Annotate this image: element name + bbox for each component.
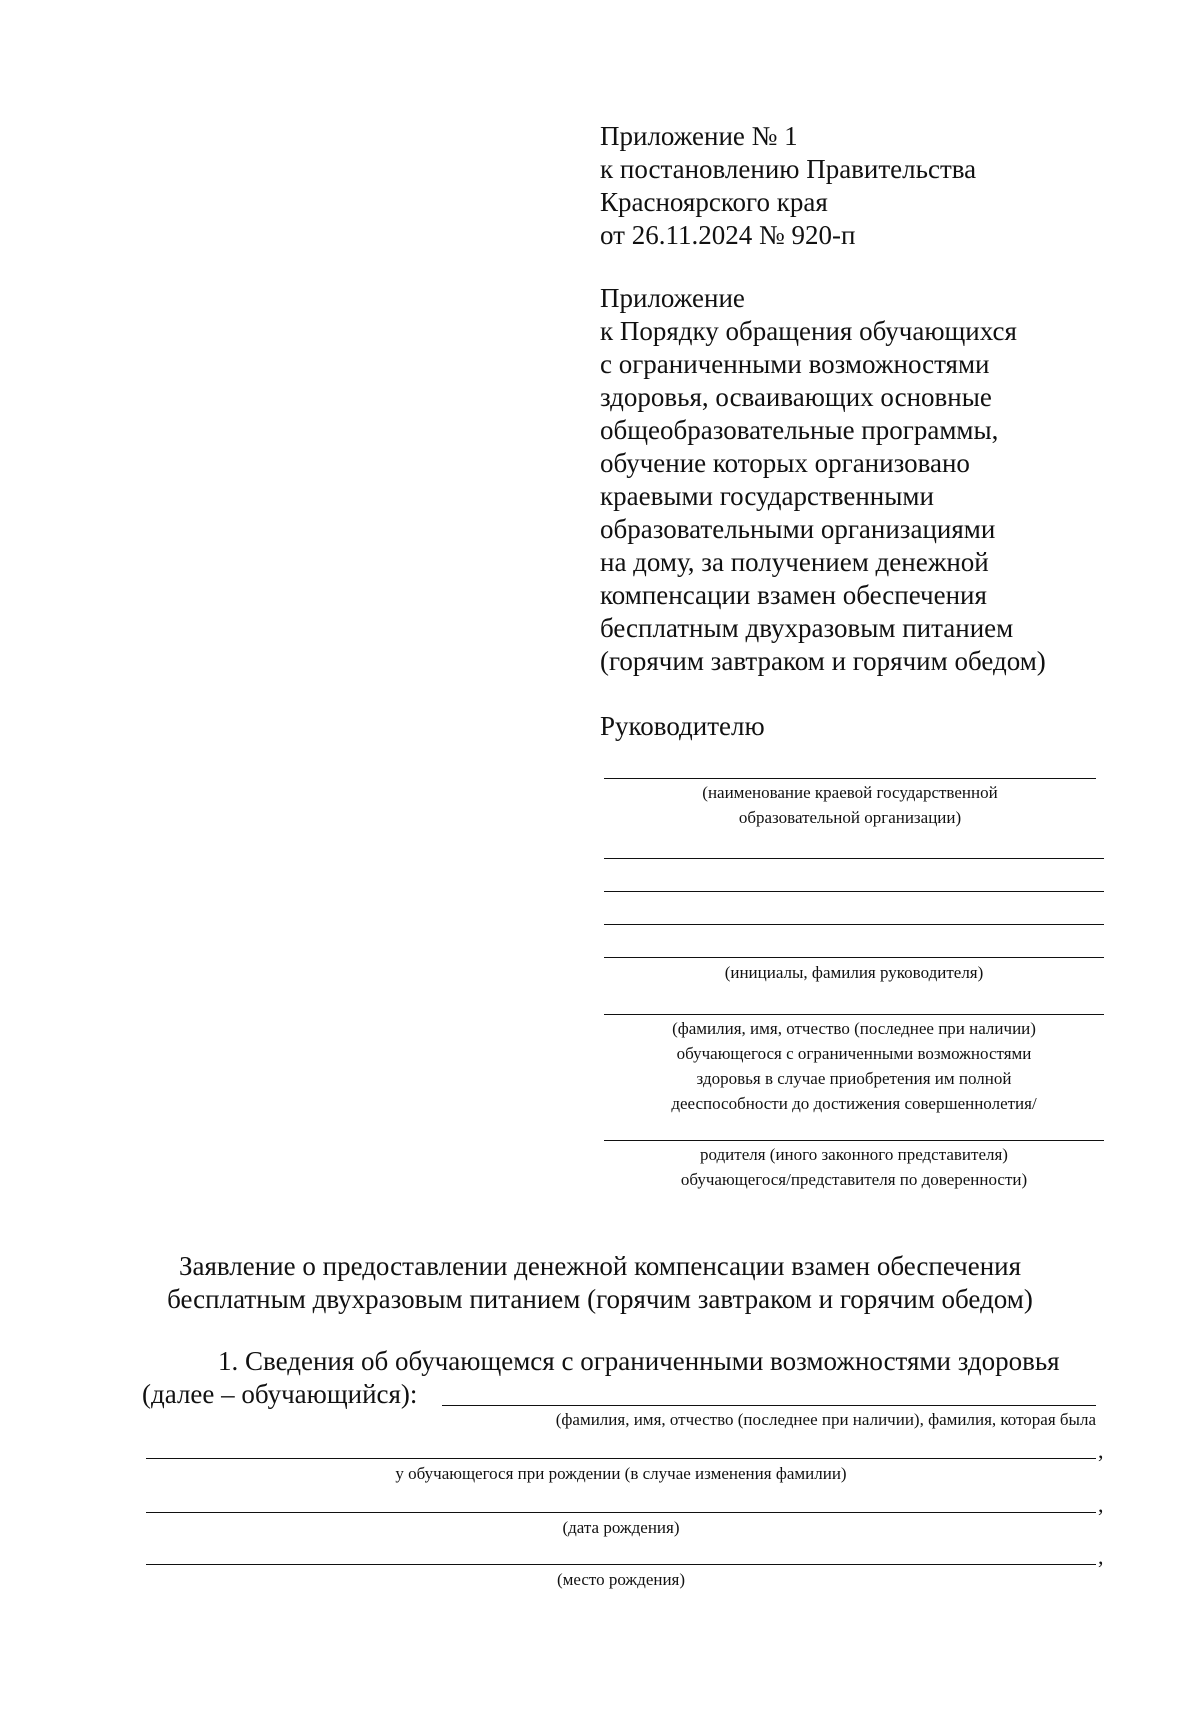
applicant-caption: (фамилия, имя, отчество (последнее при наличии) xyxy=(672,1019,1036,1038)
appendix-2-line: общеобразовательные программы, xyxy=(600,415,999,445)
birth-place-caption: (место рождения) xyxy=(556,1570,686,1589)
field-comma: , xyxy=(1098,1492,1104,1517)
birth-surname-caption: у обучающегося при рождении (в случае изменения фамилии) xyxy=(395,1464,847,1483)
appendix-1-line: Приложение № 1 xyxy=(600,121,798,151)
head-caption: (инициалы, фамилия руководителя) xyxy=(724,963,984,982)
appendix-2-line: образовательными организациями xyxy=(600,514,996,544)
birth-surname-field-line[interactable] xyxy=(146,1458,1096,1459)
addressee-title: Руководителю xyxy=(600,711,765,741)
appendix-2-line: Приложение xyxy=(600,283,745,313)
section-1-heading: (далее – обучающийся): xyxy=(142,1379,418,1409)
appendix-1-line: от 26.11.2024 № 920-п xyxy=(600,220,856,250)
statement-title: Заявление о предоставлении денежной компенсации взамен обеспечения xyxy=(178,1251,1022,1281)
student-fio-field-line[interactable] xyxy=(442,1405,1096,1406)
head-field-line[interactable] xyxy=(604,858,1104,859)
org-name-caption: (наименование краевой государственной xyxy=(702,783,998,802)
applicant-caption: здоровья в случае приобретения им полной xyxy=(696,1069,1012,1088)
appendix-2-line: на дому, за получением денежной xyxy=(600,547,989,577)
parent-field-line[interactable] xyxy=(604,1140,1104,1141)
birth-date-caption: (дата рождения) xyxy=(562,1518,680,1537)
field-comma: , xyxy=(1098,1438,1104,1463)
birth-date-field-line[interactable] xyxy=(146,1512,1096,1513)
applicant-field-line[interactable] xyxy=(604,1014,1104,1015)
parent-caption: родителя (иного законного представителя) xyxy=(700,1145,1008,1164)
appendix-2-line: здоровья, осваивающих основные xyxy=(600,382,992,412)
head-field-line[interactable] xyxy=(604,924,1104,925)
appendix-2-line: (горячим завтраком и горячим обедом) xyxy=(600,646,1046,676)
birth-place-field-line[interactable] xyxy=(146,1564,1096,1565)
applicant-caption: дееспособности до достижения совершеннолетия/ xyxy=(671,1094,1037,1113)
appendix-2-line: к Порядку обращения обучающихся xyxy=(600,316,1017,346)
applicant-caption: обучающегося с ограниченными возможностями xyxy=(676,1044,1032,1063)
appendix-1-line: к постановлению Правительства xyxy=(600,154,977,184)
org-name-caption: образовательной организации) xyxy=(738,808,962,827)
appendix-2-line: компенсации взамен обеспечения xyxy=(600,580,987,610)
appendix-1-line: Красноярского края xyxy=(600,187,828,217)
appendix-2-line: с ограниченными возможностями xyxy=(600,349,990,379)
field-comma: , xyxy=(1098,1544,1104,1569)
head-field-line[interactable] xyxy=(604,957,1104,958)
org-name-field-line[interactable] xyxy=(604,778,1096,779)
parent-caption: обучающегося/представителя по доверенности) xyxy=(680,1170,1028,1189)
appendix-2-line: обучение которых организовано xyxy=(600,448,970,478)
student-fio-caption: (фамилия, имя, отчество (последнее при наличии), фамилия, которая была xyxy=(555,1410,1096,1429)
appendix-2-line: краевыми государственными xyxy=(600,481,934,511)
statement-title: бесплатным двухразовым питанием (горячим завтраком и горячим обедом) xyxy=(167,1284,1033,1314)
appendix-2-line: бесплатным двухразовым питанием xyxy=(600,613,1014,643)
head-field-line[interactable] xyxy=(604,891,1104,892)
section-1-heading: 1. Сведения об обучающемся с ограниченными возможностями здоровья xyxy=(218,1346,1060,1376)
